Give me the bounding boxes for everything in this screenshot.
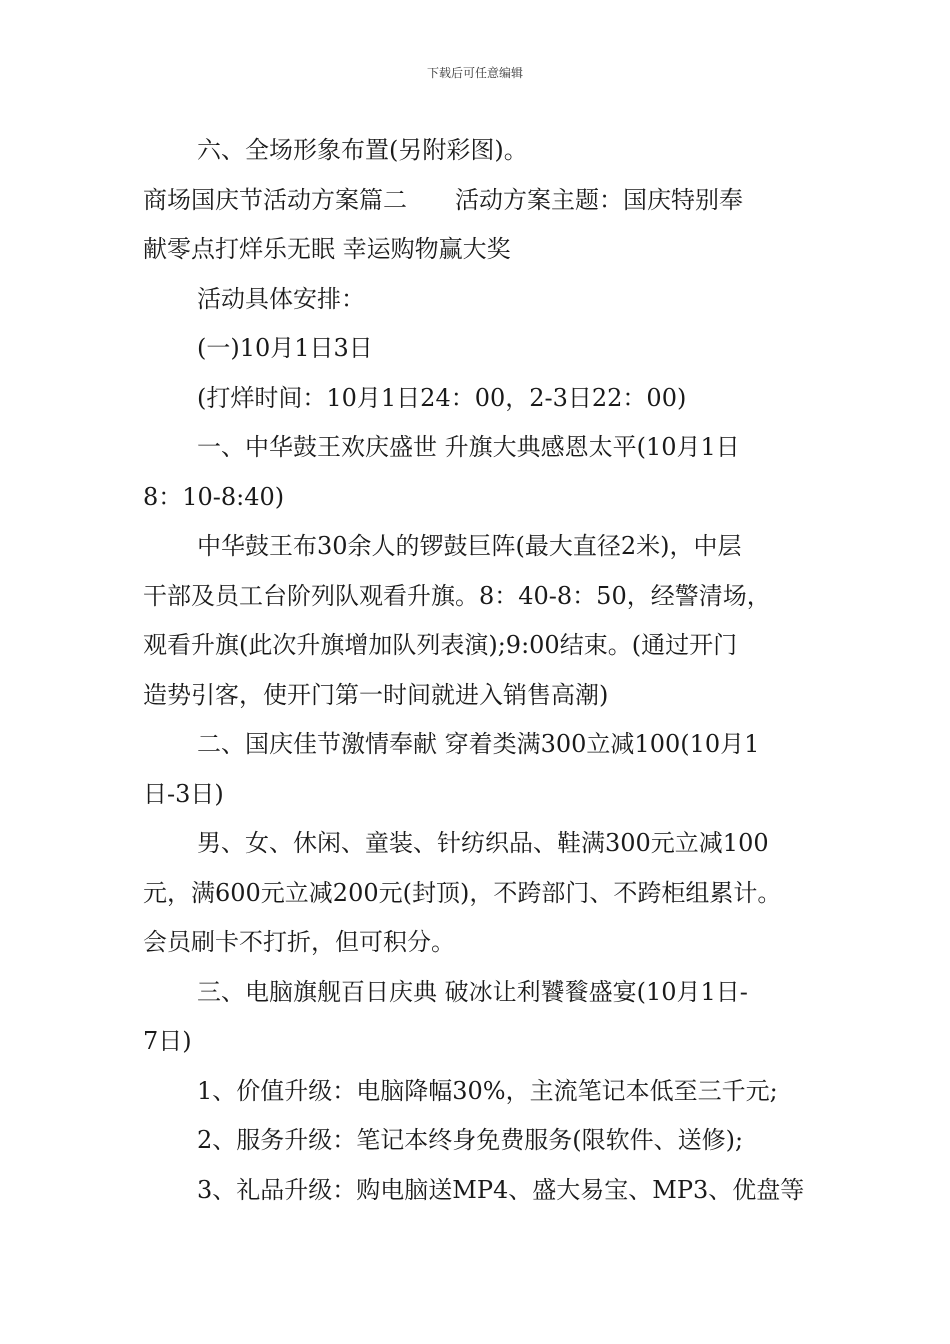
text-line: 3、礼品升级：购电脑送MP4、盛大易宝、MP3、优盘等 xyxy=(197,1175,805,1204)
text-line: 2、服务升级：笔记本终身免费服务(限软件、送修); xyxy=(197,1126,744,1154)
text-line: (打烊时间：10月1日24：00，2-3日22：00) xyxy=(197,383,687,412)
text-line: (一)10月1日3日 xyxy=(197,334,373,362)
text-line: 元，满600元立减200元(封顶)，不跨部门、不跨柜组累计。 xyxy=(143,878,782,907)
text-line: 干部及员工台阶列队观看升旗。8：40-8：50，经警清场， xyxy=(143,581,771,610)
text-line: 日-3日) xyxy=(143,779,224,808)
text-line: 中华鼓王布30余人的锣鼓巨阵(最大直径2米)，中层 xyxy=(197,532,742,560)
text-line: 活动具体安排： xyxy=(197,284,365,313)
text-line: 六、全场形象布置(另附彩图)。 xyxy=(197,136,528,164)
text-line: 男、女、休闲、童装、针纺织品、鞋满300元立减100 xyxy=(197,829,769,857)
text-line: 造势引客，使开门第一时间就进入销售高潮) xyxy=(143,680,609,709)
text-line: 商场国庆节活动方案篇二 活动方案主题：国庆特别奉 xyxy=(143,185,743,214)
text-line: 8：10-8:40) xyxy=(143,482,285,511)
document-body xyxy=(143,126,813,1215)
text-line: 一、中华鼓王欢庆盛世 升旗大典感恩太平(10月1日 xyxy=(197,433,740,461)
text-line: 三、电脑旗舰百日庆典 破冰让利饕餮盛宴(10月1日- xyxy=(197,977,748,1006)
text-line: 献零点打烊乐无眠 幸运购物赢大奖 xyxy=(143,235,511,263)
text-line: 观看升旗(此次升旗增加队列表演);9:00结束。(通过开门 xyxy=(143,631,738,659)
page-header: 下载后可任意编辑 xyxy=(426,66,523,80)
text-line: 二、国庆佳节激情奉献 穿着类满300立减100(10月1 xyxy=(197,730,760,758)
text-line: 会员刷卡不打折，但可积分。 xyxy=(143,928,455,956)
text-line: 1、价值升级：电脑降幅30%，主流笔记本低至三千元; xyxy=(197,1076,778,1105)
text-line: 7日) xyxy=(143,1027,192,1055)
